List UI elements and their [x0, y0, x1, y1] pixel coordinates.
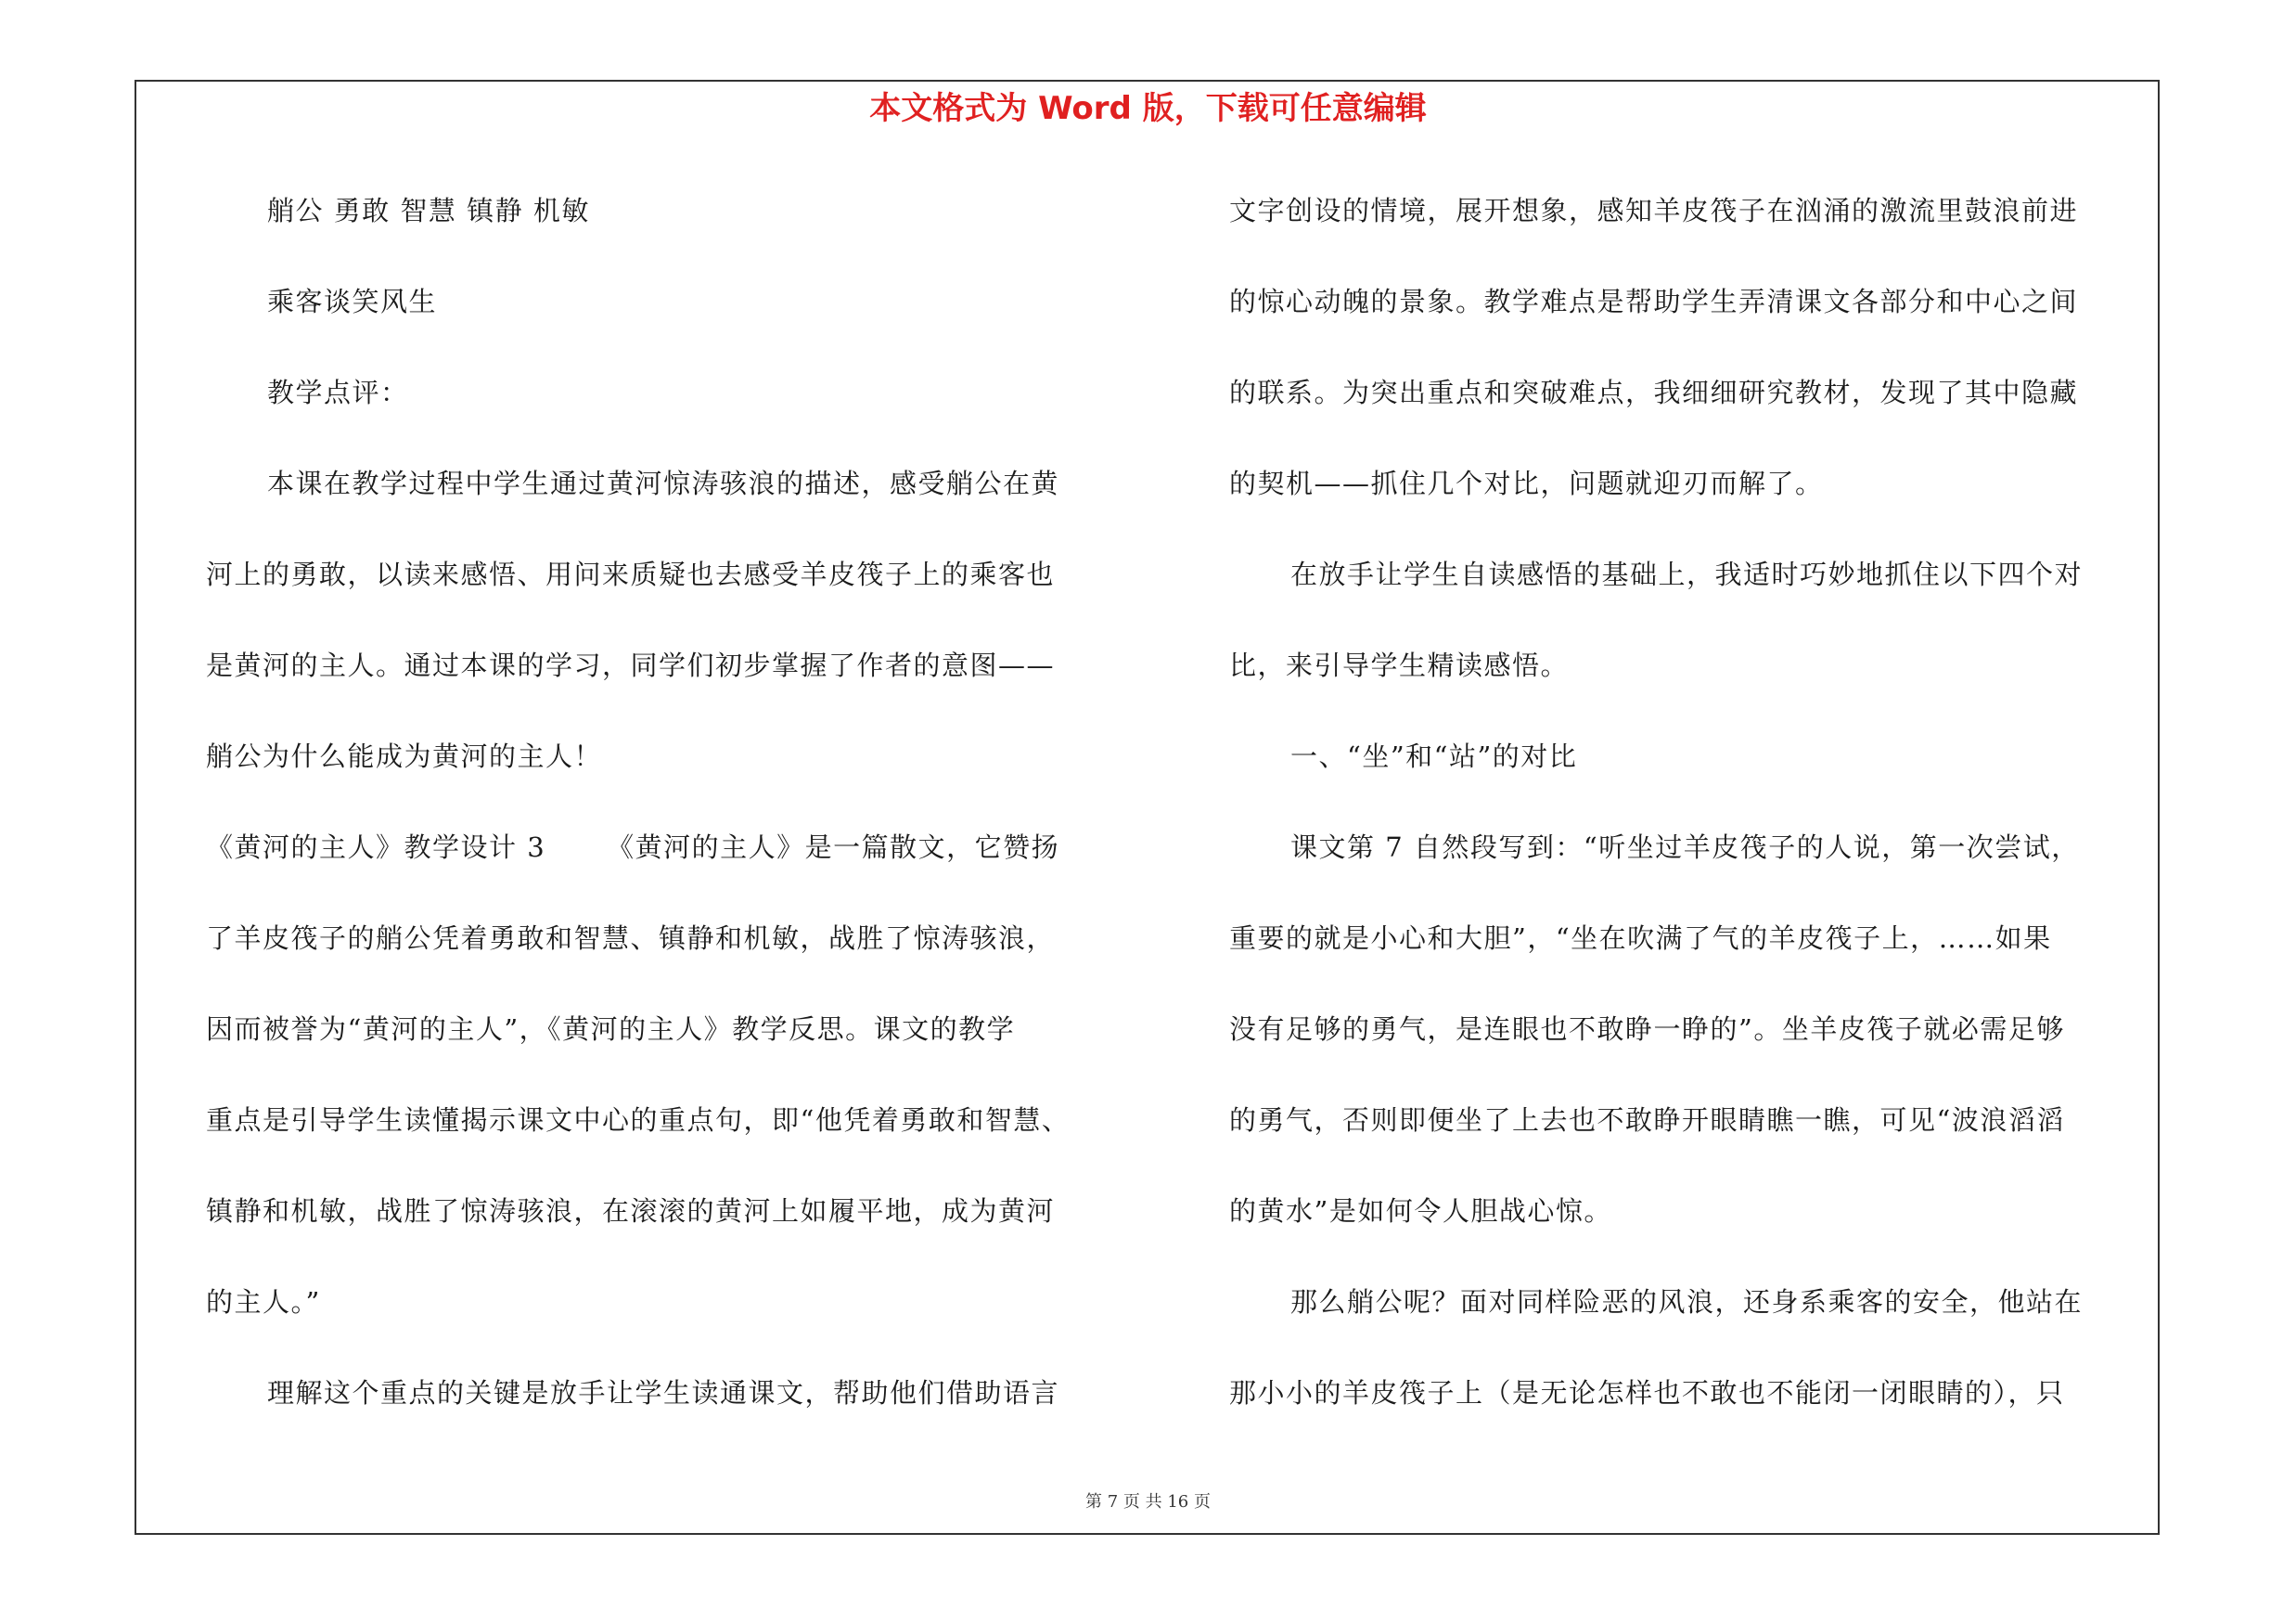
text-line: 本课在教学过程中学生通过黄河惊涛骇浪的描述，感受艄公在黄 [267, 468, 1060, 499]
text-span: 《黄河的主人》是一篇散文，它赞扬 [607, 831, 1060, 863]
text-line: 理解这个重点的关键是放手让学生读通课文，帮助他们借助语言 [267, 1377, 1060, 1409]
text-line: 没有足够的勇气，是连眼也不敢睁一睁的”。坐羊皮筏子就必需足够 [1229, 1013, 2065, 1045]
text-line: 的勇气，否则即便坐了上去也不敢睁开眼睛瞧一瞧，可见“波浪滔滔 [1229, 1104, 2065, 1136]
text-line: 因而被誉为“黄河的主人”，《黄河的主人》教学反思。课文的教学 [206, 1013, 1016, 1045]
text-line: 文字创设的情境，展开想象，感知羊皮筏子在汹涌的激流里鼓浪前进 [1229, 195, 2079, 226]
text-line: 了羊皮筏子的艄公凭着勇敢和智慧、镇静和机敏，战胜了惊涛骇浪， [206, 922, 1056, 954]
text-line: 在放手让学生自读感悟的基础上，我适时巧妙地抓住以下四个对 [1290, 559, 2084, 590]
text-line: 比，来引导学生精读感悟。 [1229, 650, 1570, 681]
format-notice-banner: 本文格式为 Word 版，下载可任意编辑 [869, 90, 1427, 127]
text-line: 的黄水”是如何令人胆战心惊。 [1229, 1195, 1612, 1227]
text-line: 是黄河的主人。通过本课的学习，同学们初步掌握了作者的意图—— [206, 650, 1056, 681]
text-line: 的联系。为突出重点和突破难点，我细细研究教材，发现了其中隐藏 [1229, 377, 2079, 408]
page-number: 第 7 页 共 16 页 [1085, 1492, 1211, 1512]
text-line: 的契机——抓住几个对比，问题就迎刃而解了。 [1229, 468, 1824, 499]
text-line: 河上的勇敢，以读来感悟、用问来质疑也去感受羊皮筏子上的乘客也 [206, 559, 1056, 590]
text-line: 乘客谈笑风生 [267, 286, 438, 317]
text-line: 镇静和机敏，战胜了惊涛骇浪，在滚滚的黄河上如履平地，成为黄河 [206, 1195, 1056, 1227]
text-line: 的主人。” [206, 1286, 321, 1318]
subheading-line: 一、“坐”和“站”的对比 [1290, 741, 1578, 772]
text-line: 课文第 7 自然段写到：“听坐过羊皮筏子的人说，第一次尝试， [1290, 831, 2080, 863]
section-title: 《黄河的主人》教学设计 3 [206, 831, 546, 863]
text-line: 教学点评： [267, 377, 409, 408]
text-line: 那么艄公呢？面对同样险恶的风浪，还身系乘客的安全，他站在 [1290, 1286, 2084, 1318]
text-line: 那小小的羊皮筏子上（是无论怎样也不敢也不能闭一闭眼睛的），只 [1229, 1377, 2065, 1409]
text-line: 艄公为什么能成为黄河的主人！ [206, 741, 603, 772]
text-line: 的惊心动魄的景象。教学难点是帮助学生弄清课文各部分和中心之间 [1229, 286, 2079, 317]
section-title-line [206, 819, 1134, 875]
text-line: 重要的就是小心和大胆”，“坐在吹满了气的羊皮筏子上，……如果 [1229, 922, 2052, 954]
text-line: 艄公 勇敢 智慧 镇静 机敏 [267, 195, 590, 226]
text-line: 重点是引导学生读懂揭示课文中心的重点句，即“他凭着勇敢和智慧、 [206, 1104, 1071, 1136]
